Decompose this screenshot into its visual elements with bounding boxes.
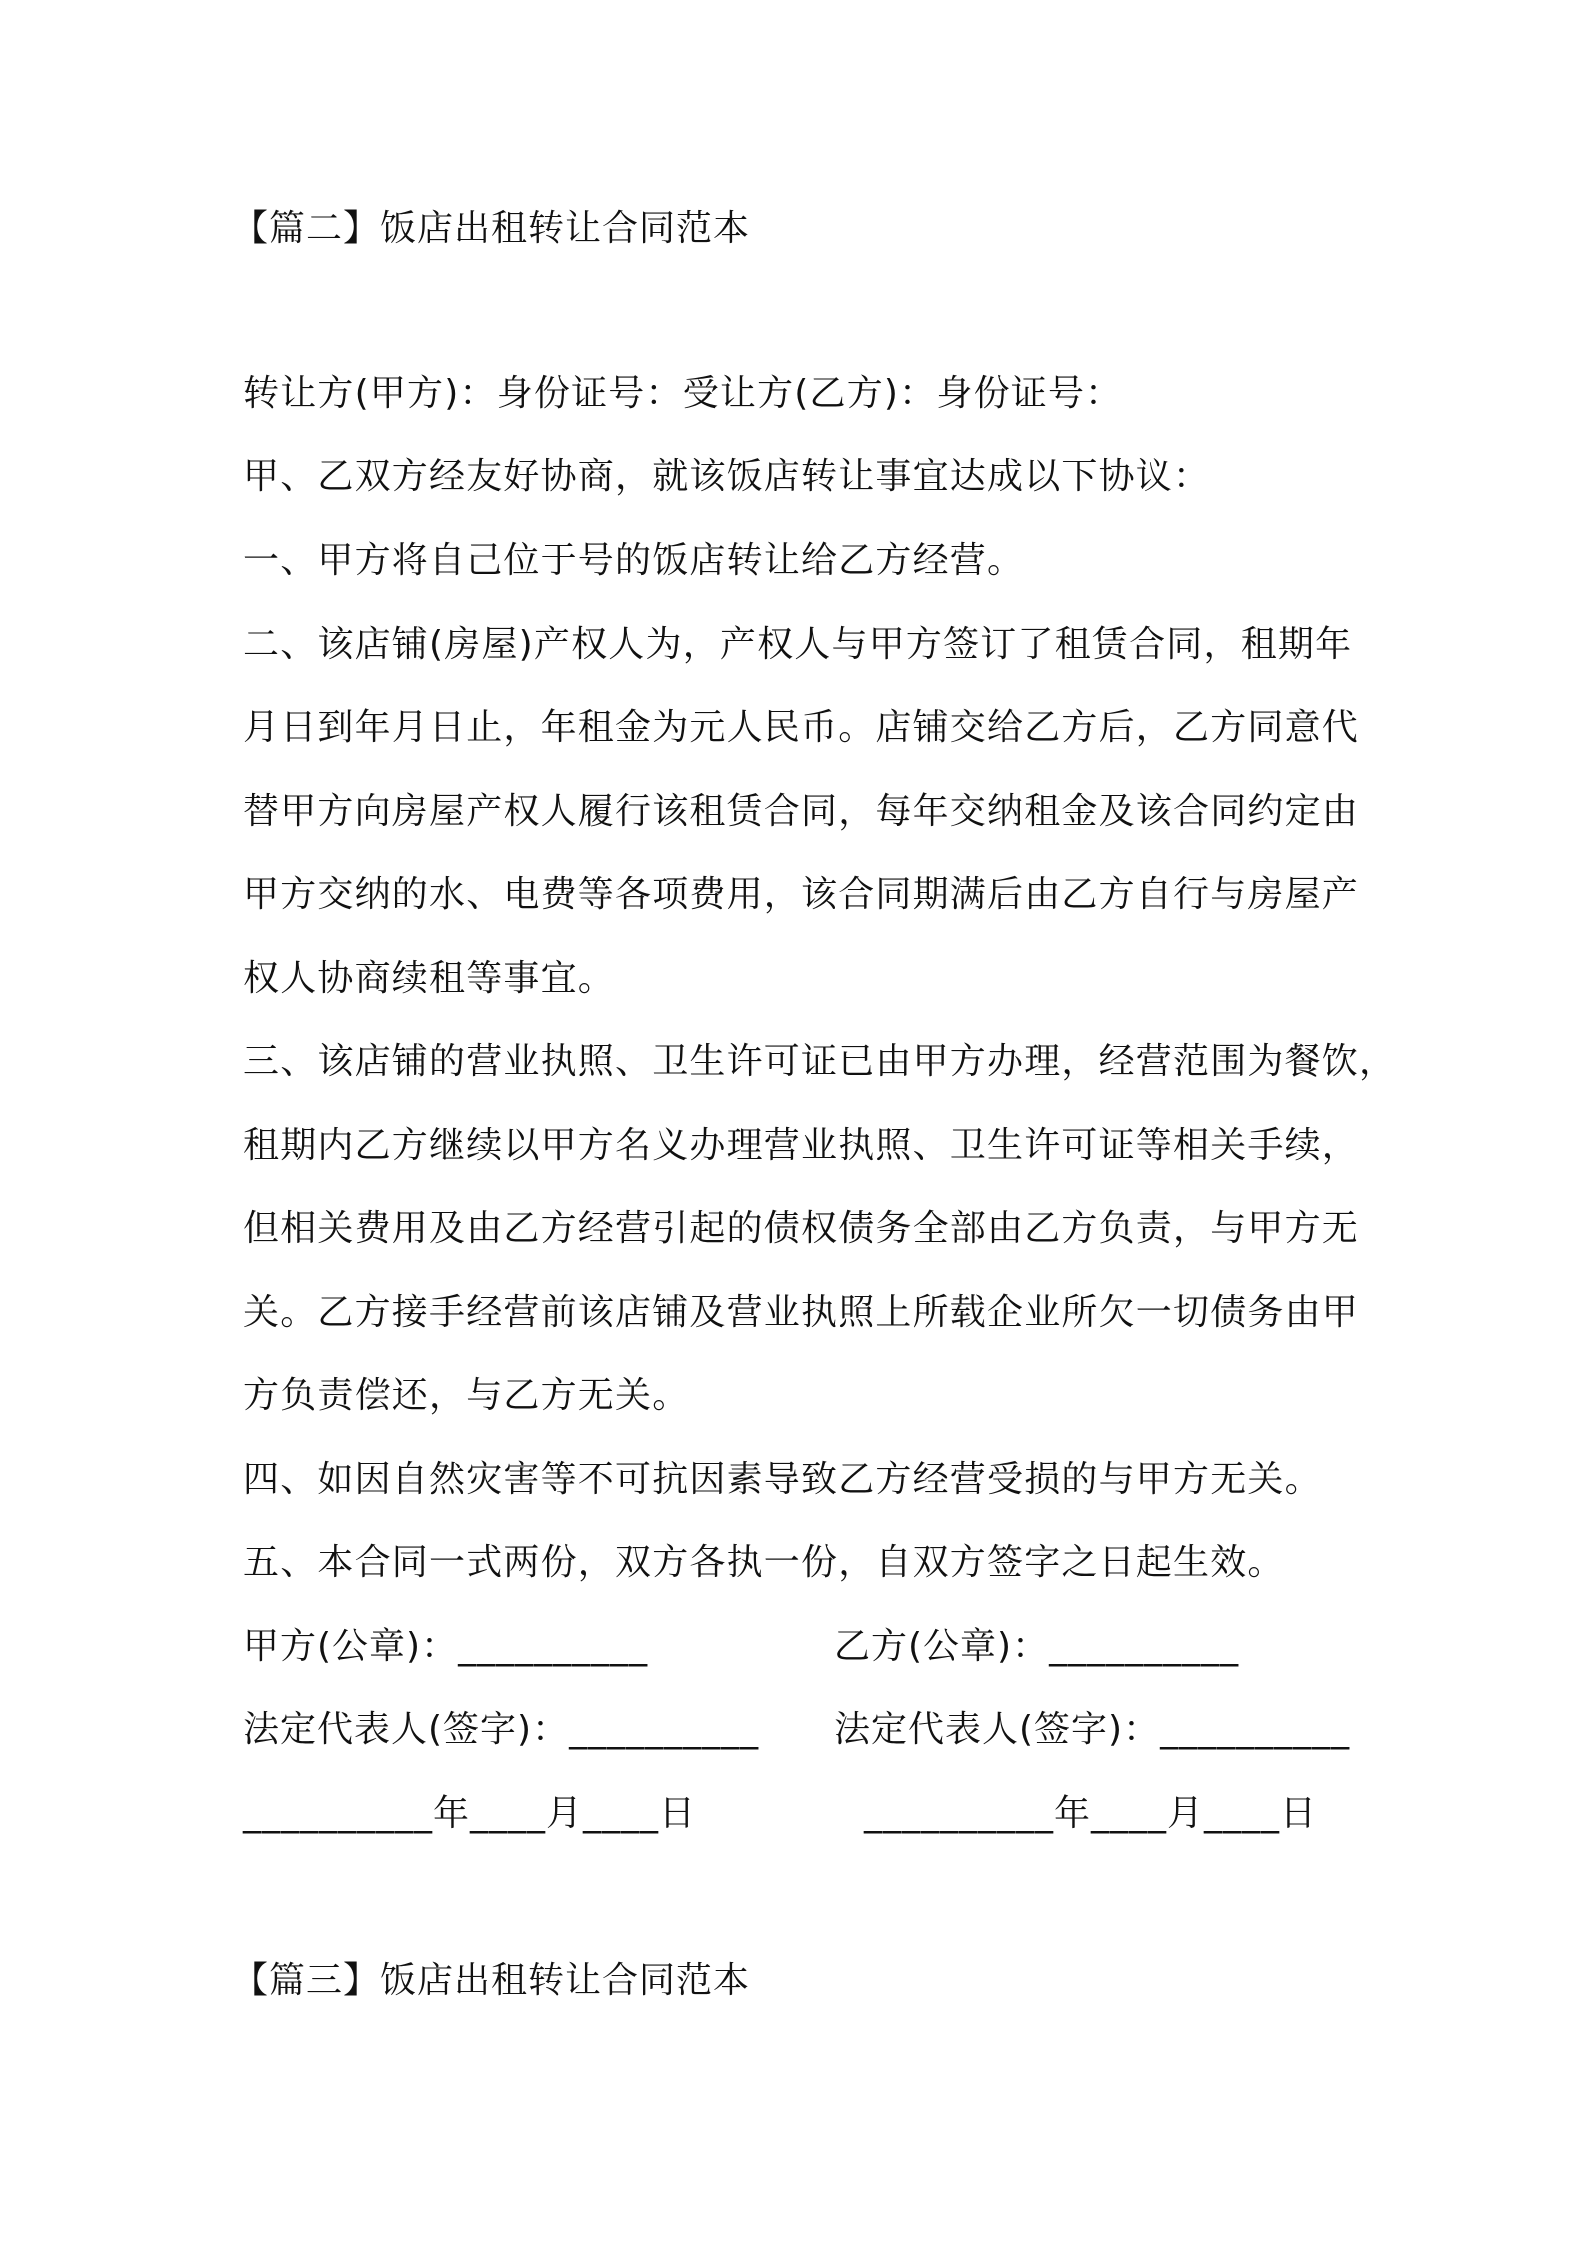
clause-three-line-3: 但相关费用及由乙方经营引起的债权债务全部由乙方负责，与甲方无 [243, 1208, 1360, 1249]
party-b-representative-field: 法定代表人(签字)：__________ [834, 1709, 1351, 1750]
section-two-heading: 【篇二】饭店出租转让合同范本 [232, 208, 751, 249]
party-a-date-field: __________年____月____日 [243, 1793, 696, 1834]
party-b-seal-field: 乙方(公章)：__________ [834, 1626, 1240, 1667]
clause-three-line-4: 关。乙方接手经营前该店铺及营业执照上所载企业所欠一切债务由甲 [243, 1292, 1360, 1333]
clause-two-line-4: 甲方交纳的水、电费等各项费用，该合同期满后由乙方自行与房屋产 [243, 874, 1360, 915]
clause-two-line-1: 二、该店铺(房屋)产权人为，产权人与甲方签订了租赁合同，租期年 [243, 624, 1353, 665]
clause-two-line-5: 权人协商续租等事宜。 [243, 958, 616, 999]
clause-three-line-1: 三、该店铺的营业执照、卫生许可证已由甲方办理，经营范围为餐饮， [243, 1041, 1397, 1082]
clause-one-line: 一、甲方将自己位于号的饭店转让给乙方经营。 [243, 540, 1025, 581]
clause-three-line-2: 租期内乙方继续以甲方名义办理营业执照、卫生许可证等相关手续， [243, 1125, 1360, 1166]
party-a-seal-field: 甲方(公章)：__________ [243, 1626, 649, 1667]
clause-three-line-5: 方负责偿还，与乙方无关。 [243, 1375, 690, 1416]
clause-two-line-2: 月日到年月日止，年租金为元人民币。店铺交给乙方后，乙方同意代 [243, 707, 1360, 748]
agreement-intro-line: 甲、乙双方经友好协商，就该饭店转让事宜达成以下协议： [243, 456, 1211, 497]
party-a-representative-field: 法定代表人(签字)：__________ [243, 1709, 760, 1750]
party-b-date-field: __________年____月____日 [864, 1793, 1317, 1834]
clause-five-line: 五、本合同一式两份，双方各执一份，自双方签字之日起生效。 [243, 1542, 1285, 1583]
clause-two-line-3: 替甲方向房屋产权人履行该租赁合同，每年交纳租金及该合同约定由 [243, 791, 1360, 832]
contract-parties-line: 转让方(甲方)：身份证号：受让方(乙方)：身份证号： [243, 373, 1123, 414]
section-three-heading: 【篇三】饭店出租转让合同范本 [232, 1960, 751, 2001]
clause-four-line: 四、如因自然灾害等不可抗因素导致乙方经营受损的与甲方无关。 [243, 1459, 1322, 1500]
